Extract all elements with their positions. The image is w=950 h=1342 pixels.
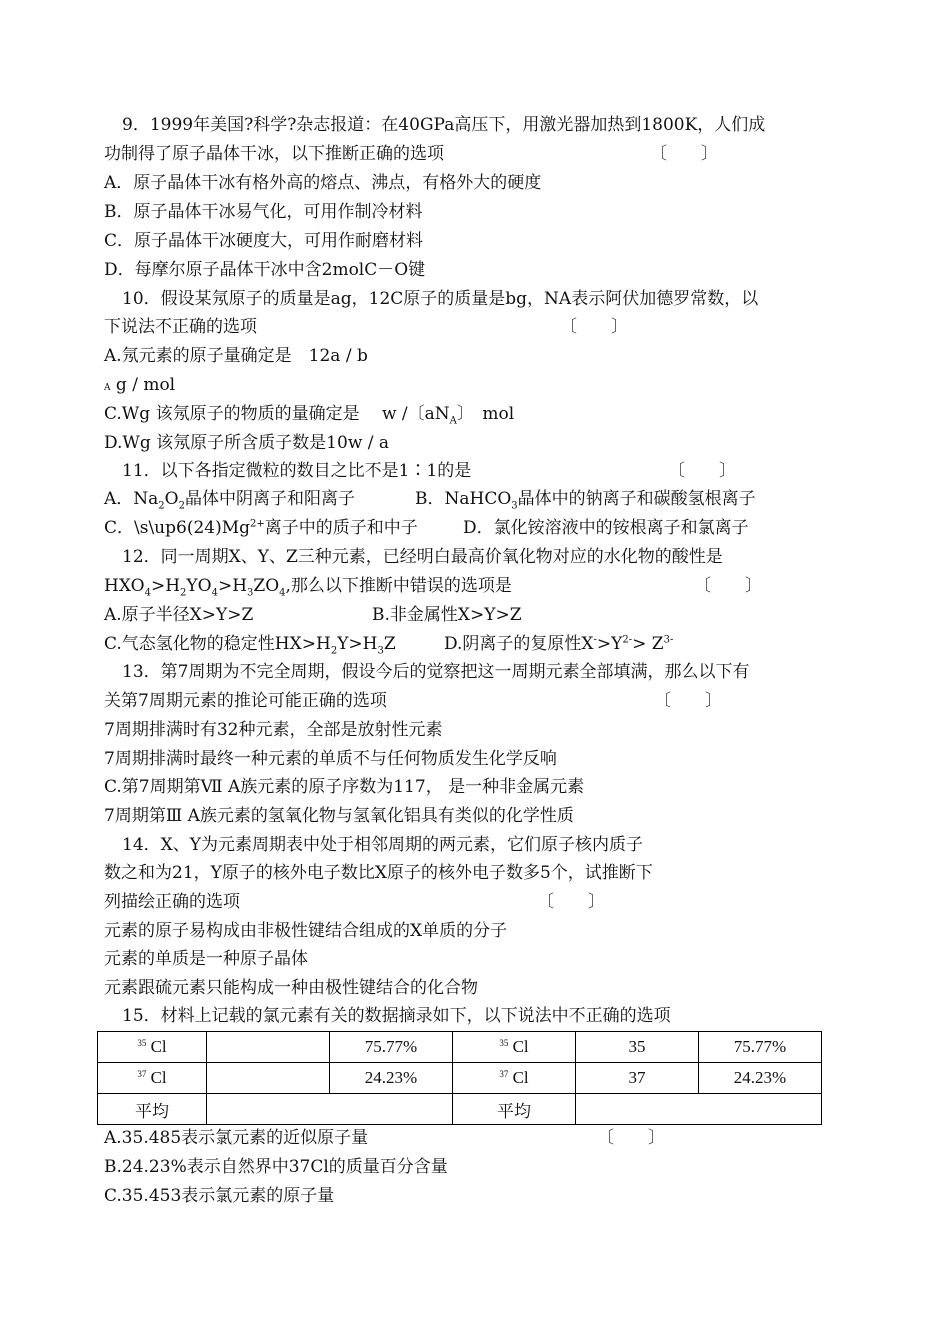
q11-option-a-mid: O: [164, 489, 179, 509]
q12-stem-line1: 12．同一周期X、Y、Z三种元素，已经明白最高价氧化物对应的水化物的酸性是: [122, 547, 723, 567]
mass-number-sup: 35: [137, 1038, 147, 1048]
q12-option-d: D.阴离子的复原性$X^->Y^{2-}> Z^{3-}$: [444, 634, 674, 654]
q10-option-b-text: g / mol: [110, 375, 176, 395]
q11-option-b-rest: 晶体中的钠离子和碳酸氢根离子: [517, 489, 756, 509]
isotope-cell: [98, 1032, 207, 1063]
mass-number-sup: 37: [137, 1069, 147, 1079]
q11-option-b-sub: 3: [511, 500, 518, 512]
q10-option-c-text: C.Wg 该氖原子的物质的量确定是 w /〔aN: [104, 404, 450, 424]
q15-answer-bracket: 〔 〕: [597, 1128, 665, 1148]
isotope-symbol: Cl: [146, 1037, 167, 1056]
table-cell: 35: [576, 1032, 699, 1063]
q13-option-c: C.第7周期第Ⅶ A族元素的原子序数为117， 是一种非金属元素: [104, 777, 585, 797]
q14-stem-line2: 数之和为21，Y原子的核外电子数比X原子的核外电子数多5个，试推断下: [104, 863, 653, 883]
q11-option-c: [104, 515, 418, 541]
q11-option-b-text: B．NaHCO: [415, 489, 512, 509]
q9-answer-bracket: 〔 〕: [650, 144, 718, 164]
q11-option-a-text: A．Na: [104, 489, 159, 509]
q11-option-a: [104, 486, 355, 512]
q10-option-b-prefix: A: [104, 383, 111, 393]
average-label: 平均: [98, 1094, 207, 1125]
average-label: 平均: [453, 1094, 576, 1125]
table-row: [98, 1063, 822, 1094]
q11-option-c-sup: 2+: [250, 518, 265, 530]
table-cell: 24.23%: [699, 1063, 822, 1094]
q12-stem-line2: $HXO_4>H_2YO_4>H_3ZO_4$,那么以下推断中错误的选项是: [104, 576, 512, 599]
isotope-symbol: Cl: [508, 1037, 529, 1056]
q11-option-c-text: C．\s\up6(24)Mg: [104, 518, 251, 538]
q10-option-a: A.氖元素的原子量确定是 12a / b: [104, 346, 368, 366]
q15-stem: 15．材料上记载的氯元素有关的数据摘录如下，以下说法中不正确的选项: [122, 1006, 671, 1026]
q9-option-c: C．原子晶体干冰硬度大，可用作耐磨材料: [104, 231, 424, 251]
q12-option-b: B.非金属性X>Y>Z: [372, 605, 522, 625]
q9-stem-line1: 9．1999年美国?科学?杂志报道：在40GPa高压下，用激光器加热到1800K，人们成: [122, 115, 766, 135]
q10-option-b: [104, 372, 175, 398]
q10-option-d: D.Wg 该氖原子所含质子数是10w / a: [104, 433, 390, 453]
q9-option-d: D．每摩尔原子晶体干冰中含2molC－O键: [104, 260, 426, 280]
table-row: [98, 1094, 822, 1125]
q13-answer-bracket: 〔 〕: [654, 691, 722, 711]
table-cell: 37: [576, 1063, 699, 1094]
table-cell: 75.77%: [699, 1032, 822, 1063]
q11-option-a-sub2: 2: [178, 500, 185, 512]
q10-option-c: [104, 401, 514, 427]
table-cell: [207, 1094, 453, 1125]
table-cell: [207, 1032, 330, 1063]
q15-option-a: A.35.485表示氯元素的近似原子量: [104, 1128, 369, 1148]
q11-option-d: D．氯化铵溶液中的铵根离子和氯离子: [463, 518, 749, 538]
isotope-cell: [453, 1063, 576, 1094]
table-cell: 24.23%: [330, 1063, 453, 1094]
q10-option-c-sub: A: [449, 415, 457, 427]
q14-stem-line1: 14．X、Y为元素周期表中处于相邻周期的两元素，它们原子核内质子: [122, 835, 643, 855]
table-cell: [576, 1094, 822, 1125]
q11-option-c-rest: 离子中的质子和中子: [264, 518, 418, 538]
q10-stem-line2: 下说法不正确的选项: [104, 317, 257, 337]
q10-stem-line1: 10．假设某氖原子的质量是ag，12C原子的质量是bg，NA表示阿伏加德罗常数，以: [122, 289, 759, 309]
q14-stem-line3: 列描绘正确的选项: [104, 892, 240, 912]
q13-option-b: 7周期排满时最终一种元素的单质不与任何物质发生化学反响: [104, 749, 557, 769]
isotope-cell: [453, 1032, 576, 1063]
q12-option-a: A.原子半径X>Y>Z: [104, 605, 254, 625]
q10-option-c-unit: 〕 mol: [456, 404, 515, 424]
q12-option-c: C.气态氢化物的稳定性$HX>H_2Y>H_3Z$: [104, 634, 396, 657]
table-cell: 75.77%: [330, 1032, 453, 1063]
isotope-symbol: Cl: [146, 1068, 167, 1087]
q12-answer-bracket: 〔 〕: [694, 576, 762, 596]
q9-option-b: B．原子晶体干冰易气化，可用作制冷材料: [104, 202, 423, 222]
q13-option-a: 7周期排满时有32种元素，全部是放射性元素: [104, 720, 443, 740]
q10-answer-bracket: 〔 〕: [560, 317, 628, 337]
q11-option-b: [415, 486, 756, 512]
q15-option-b: B.24.23%表示自然界中37Cl的质量百分含量: [104, 1157, 448, 1177]
isotope-symbol: Cl: [508, 1068, 529, 1087]
q14-option-a: 元素的原子易构成由非极性键结合组成的X单质的分子: [104, 921, 508, 941]
q13-stem-line1: 13．第7周期为不完全周期，假设今后的觉察把这一周期元素全部填满，那么以下有: [122, 662, 750, 682]
table-cell: [207, 1063, 330, 1094]
mass-number-sup: 35: [499, 1038, 509, 1048]
isotope-cell: [98, 1063, 207, 1094]
q14-option-c: 元素跟硫元素只能构成一种由极性键结合的化合物: [104, 978, 478, 998]
q11-stem: 11．以下各指定微粒的数目之比不是1∶1的是: [122, 461, 472, 481]
q11-option-a-rest: 晶体中阴离子和阳离子: [184, 489, 355, 509]
table-row: [98, 1032, 822, 1063]
q11-answer-bracket: 〔 〕: [668, 461, 736, 481]
q13-option-d: 7周期第Ⅲ A族元素的氢氧化物与氢氧化铝具有类似的化学性质: [104, 806, 574, 826]
q9-option-a: A．原子晶体干冰有格外高的熔点、沸点，有格外大的硬度: [104, 173, 542, 193]
mass-number-sup: 37: [499, 1069, 509, 1079]
q15-option-c: C.35.453表示氯元素的原子量: [104, 1186, 335, 1206]
q14-option-b: 元素的单质是一种原子晶体: [104, 949, 308, 969]
q13-stem-line2: 关第7周期元素的推论可能正确的选项: [104, 691, 387, 711]
chlorine-isotope-table: [97, 1031, 822, 1125]
q14-answer-bracket: 〔 〕: [537, 892, 605, 912]
q9-stem-line2: 功制得了原子晶体干冰，以下推断正确的选项: [104, 144, 444, 164]
q11-option-a-sub1: 2: [158, 500, 165, 512]
